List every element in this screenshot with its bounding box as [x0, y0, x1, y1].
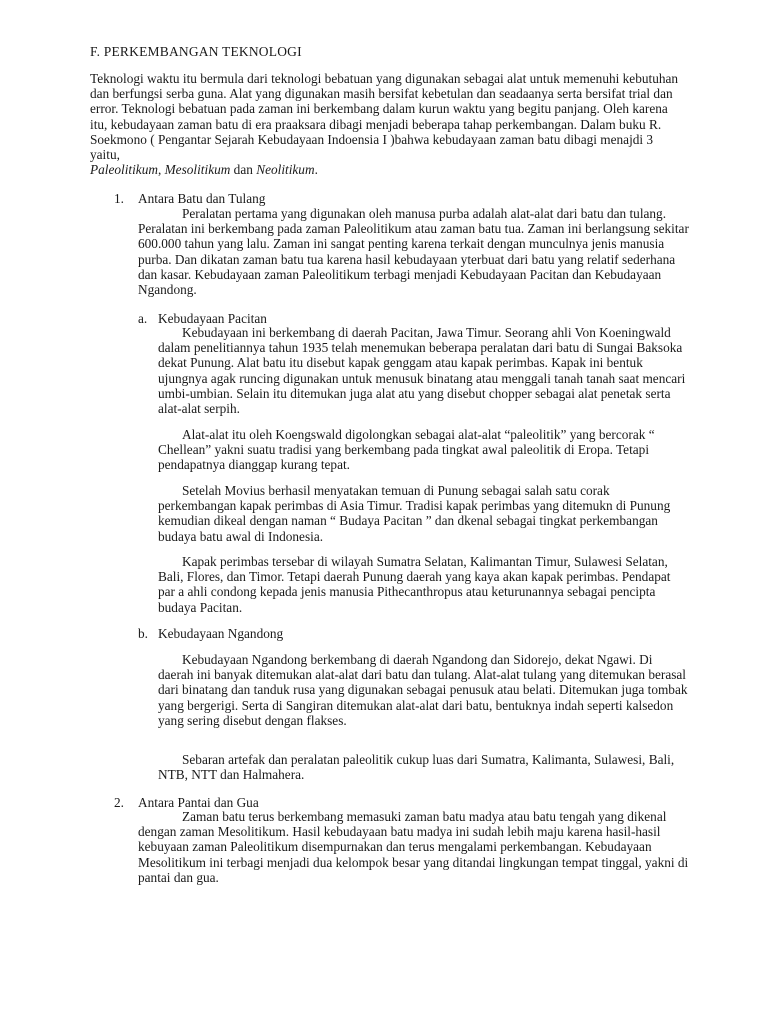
- intro-text: Teknologi waktu itu bermula dari teknologi bebatuan yang digunakan sebagai alat untuk memenuhi kebutuhan dan berfungsi serba guna. Alat yang digunakan masih bersifat kebetulan dan seadaanya serta bersifat trial dan error. Teknologi bebatuan pada zaman ini berkembang dalam kurun waktu yang begitu panjang. Oleh karena itu, kebudayaan zaman batu di era praaksara dibagi menjadi beberapa tahap perkembangan. Dalam buku R. Soekmono ( Pengantar Sejarah Kebudayaan Indoensia I )bahwa kebudayaan zaman batu dibagi menajdi 3 yaitu,: [90, 71, 679, 163]
- pacitan-paragraph-2: [158, 427, 688, 473]
- sub-title-a: Kebudayaan Pacitan: [158, 311, 267, 326]
- section1-paragraph: [138, 206, 696, 297]
- intro-separator: dan: [230, 162, 257, 178]
- pacitan-text-4: Kapak perimbas tersebar di wilayah Sumatra Selatan, Kalimantan Timur, Sulawesi Selatan, Bali, Flores, dan Timor. Tetapi daerah Punung daerah yang kaya akan kapak perimbas. Pendapat par a ahli condong kepada jenis manusia Pithecanthropus atau keturunannya sebagai pencipta budaya Pacitan.: [158, 554, 671, 615]
- pacitan-text-1: Kebudayaan ini berkembang di daerah Pacitan, Jawa Timur. Seorang ahli Von Koeningwald dalam penelitiannya tahun 1935 telah menemukan beberapa peralatan dari batu di Sungai Baksoka dekat Punung. Alat batu itu disebut kapak genggam atau kapak perimbas. Kapak ini bentuk ujungnya agak runcing digunakan untuk menusuk binatang atau menggali tanah tanah saat mencari umbi-umbian. Selain itu ditemukan juga alat atu yang disebut chopper sebagai alat penetak serta alat-alat serpih.: [158, 325, 686, 417]
- intro-paragraph: [90, 71, 686, 177]
- section1-text: Peralatan pertama yang digunakan oleh manusa purba adalah alat-alat dari batu dan tulang. Peralatan ini berkembang pada zaman Paleolitikum atau zaman batu tua. Zaman ini berlangsung sekitar 600.000 tahun yang lalu. Zaman ini sangat penting karena terkait dengan munculnya jenis manusia purba. Dan dikatan zaman batu tua karena hasil kebudayaan yterbuat dari batu yang relatif sederhana dan kasar. Kebudayaan zaman Paleolitikum terbagi menjadi Kebudayaan Pacitan dan Kebudayaan Ngandong.: [138, 206, 689, 298]
- list-title-1: Antara Batu dan Tulang: [138, 191, 266, 206]
- pacitan-paragraph-4: [158, 554, 688, 615]
- intro-separator: ,: [157, 162, 165, 178]
- intro-end: .: [314, 162, 318, 178]
- pacitan-paragraph-1: [158, 325, 688, 416]
- sub-letter-b: b.: [138, 626, 148, 641]
- pacitan-text-2: Alat-alat itu oleh Koengswald digolongkan sebagai alat-alat “paleolitik” yang bercorak “ Chellean” yakni suatu tradisi yang berkembang pada tingkat awal paleolitik di Eropa. Tetapi pendapatnya dianggap kurang tepat.: [158, 427, 655, 473]
- ngandong-text-1: Kebudayaan Ngandong berkembang di daerah Ngandong dan Sidorejo, dekat Ngawi. Di daerah ini banyak ditemukan alat-alat dari batu dan tulang. Alat-alat tulang yang ditemukan berasal dari binatang dan tanduk rusa yang digunakan sebagai penusuk atau belati. Ditemukan juga tombak yang bergerigi. Serta di Sangiran ditemukan alat-alat dari batu, bentuknya indah seperti kalsedon yang sering disebut dengan flakses.: [158, 652, 688, 728]
- sub-title-b: Kebudayaan Ngandong: [158, 626, 284, 641]
- ngandong-paragraph-1: [158, 652, 688, 728]
- ngandong-text-2: Sebaran artefak dan peralatan paleolitik cukup luas dari Sumatra, Kalimanta, Sulawesi, Bali, NTB, NTT dan Halmahera.: [158, 752, 675, 783]
- sub-letter-a: a.: [138, 311, 148, 326]
- term-mesolitikum: Mesolitikum: [164, 162, 231, 178]
- list-number-2: 2.: [114, 795, 124, 810]
- ngandong-paragraph-2: [158, 752, 688, 782]
- term-neolitikum: Neolitikum: [256, 162, 315, 178]
- section-heading: F. PERKEMBANGAN TEKNOLOGI: [90, 44, 302, 59]
- section2-paragraph: [138, 809, 696, 885]
- section2-text: Zaman batu terus berkembang memasuki zaman batu madya atau batu tengah yang dikenal dengan zaman Mesolitikum. Hasil kebudayaan batu madya ini sudah lebih maju karena hasil-hasil kebuyaan zaman Paleolitikum disempurnakan dan terus mengalami perkembangan. Kebudayaan Mesolitikum ini terbagi menjadi dua kelompok besar yang ditandai lingkungan tempat tinggal, yakni di pantai dan gua.: [138, 809, 689, 885]
- pacitan-text-3: Setelah Movius berhasil menyatakan temuan di Punung sebagai salah satu corak perkembangan kapak perimbas di Asia Timur. Tradisi kapak perimbas yang ditemukn di Punung kemudian dikeal dengan naman “ Budaya Pacitan ” dan dkenal sebagai tingkat perkembangan budaya batu awal di Indonesia.: [158, 483, 671, 544]
- pacitan-paragraph-3: [158, 483, 688, 544]
- list-number-1: 1.: [114, 191, 124, 206]
- list-title-2: Antara Pantai dan Gua: [138, 795, 259, 810]
- term-paleolitikum: Paleolitikum: [90, 162, 158, 178]
